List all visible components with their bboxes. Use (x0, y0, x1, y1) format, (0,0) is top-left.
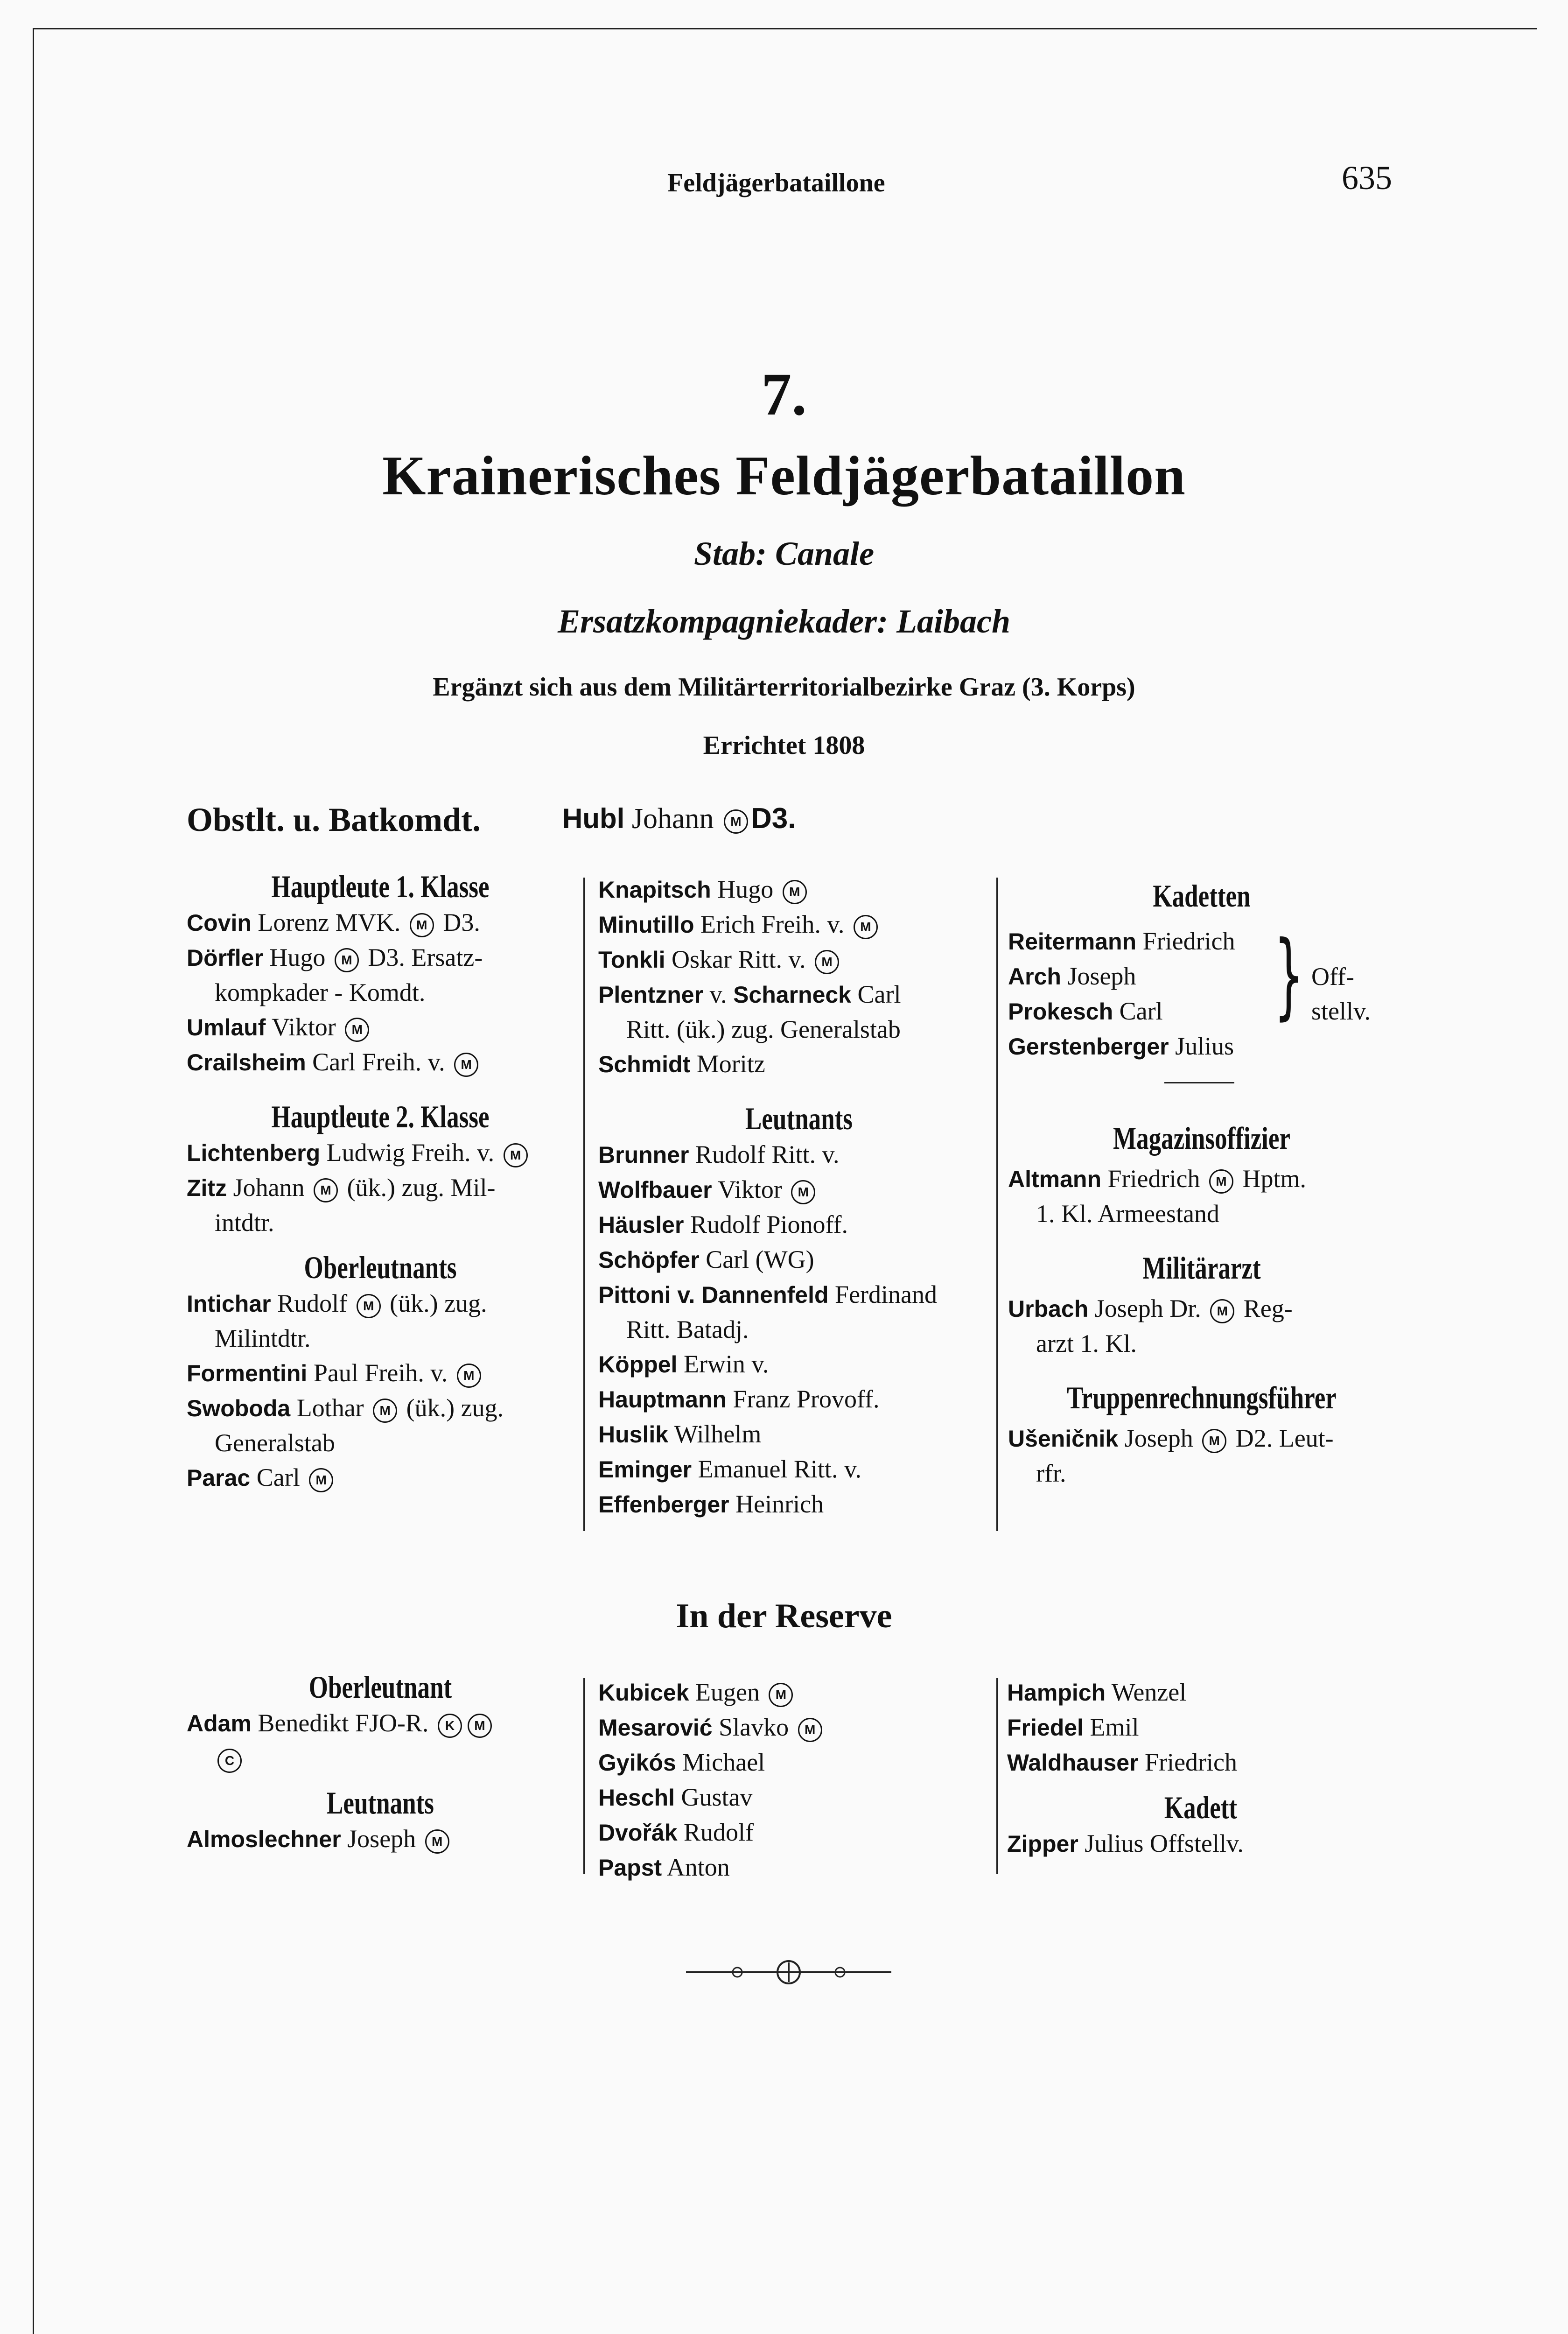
column-divider (583, 1678, 585, 1874)
surname: Brunner (598, 1142, 689, 1168)
list-item (187, 940, 574, 975)
list-item (598, 1780, 986, 1815)
text-fragment: stellv. (1311, 997, 1371, 1025)
text-fragment: Paul Freih. v. (313, 1359, 448, 1387)
text-fragment: Offstellv. (1149, 1829, 1244, 1857)
surname: Crailsheim (187, 1049, 306, 1076)
text-fragment: Rudolf Ritt. v. (695, 1140, 840, 1168)
m-mark-icon: M (314, 1178, 338, 1202)
list-item: Generalstab (215, 1429, 335, 1457)
text-fragment: Wenzel (1111, 1678, 1187, 1706)
text-fragment: Eugen (695, 1678, 760, 1706)
list-item (598, 1047, 1000, 1082)
list-item (187, 1010, 574, 1045)
list-item (187, 1286, 574, 1321)
text-fragment: Emil (1090, 1713, 1139, 1741)
section-title: Oberleutnant (308, 1669, 452, 1705)
surname: Schmidt (598, 1051, 691, 1077)
m-mark-icon: M (854, 915, 878, 939)
m-mark-icon: M (791, 1180, 815, 1204)
kadetten-note (1311, 959, 1371, 1028)
list-item (598, 907, 1000, 942)
list-item (187, 1135, 574, 1170)
m-mark-icon: M (468, 1714, 492, 1738)
column-divider (583, 878, 585, 1531)
commander-name (562, 802, 796, 836)
list-item: Ritt. (ük.) zug. Generalstab (626, 1015, 901, 1043)
m-mark-icon: M (309, 1468, 333, 1492)
text-fragment: Ludwig Freih. v. (326, 1139, 495, 1167)
list-item (598, 1815, 986, 1850)
text-fragment (598, 1082, 1000, 1100)
column-divider (996, 878, 998, 1531)
list-item (1008, 924, 1395, 959)
text-fragment (187, 1080, 574, 1098)
text-fragment: Friedrich (1145, 1748, 1237, 1776)
surname: Gerstenberger (1008, 1033, 1169, 1060)
text-fragment: D3. Ersatz- (368, 943, 483, 971)
m-mark-icon: M (783, 880, 807, 904)
list-item (598, 977, 1000, 1012)
text-fragment: Ferdinand (835, 1280, 937, 1308)
commander-title: Obstlt. u. Batkomdt. (187, 801, 481, 838)
text-fragment: D3. (750, 802, 796, 835)
surname: Plentzner (598, 982, 704, 1008)
text-fragment: (ük.) zug. (406, 1394, 504, 1422)
m-mark-icon: M (335, 948, 359, 972)
text-fragment: Joseph (1124, 1424, 1193, 1452)
text-fragment: Viktor (718, 1175, 782, 1203)
page-number: 635 (1342, 159, 1392, 197)
text-fragment: Johann (233, 1174, 305, 1202)
list-item (1008, 1029, 1395, 1064)
m-mark-icon: M (345, 1018, 369, 1042)
text-fragment (1008, 1416, 1395, 1421)
stab-line: Stab: Canale (693, 535, 875, 572)
text-fragment: Hugo (717, 875, 774, 903)
reserve-title: In der Reserve (676, 1597, 892, 1635)
m-mark-icon: M (815, 950, 839, 974)
text-fragment (1008, 1064, 1395, 1120)
text-fragment: Hptm. (1242, 1165, 1306, 1193)
column-1 (187, 868, 574, 1495)
text-fragment: (ük.) zug. (390, 1289, 487, 1317)
m-mark-icon: M (1202, 1429, 1226, 1453)
text-fragment (187, 1240, 574, 1249)
section-title: Militärarzt (1142, 1250, 1261, 1286)
errichtet-line: Errichtet 1808 (703, 731, 865, 760)
section-title: Leutnants (745, 1101, 853, 1136)
section-title: Magazinsoffizier (1113, 1120, 1290, 1156)
list-item (187, 1821, 574, 1856)
text-fragment: Joseph (1067, 962, 1136, 990)
surname: Zipper (1007, 1831, 1078, 1857)
reserve-column-1 (187, 1669, 574, 1856)
text-fragment: Carl (857, 980, 901, 1008)
list-item: rfr. (1036, 1459, 1066, 1487)
text-fragment: Carl Freih. v. (312, 1048, 445, 1076)
list-item (598, 1382, 1000, 1417)
surname: Friedel (1007, 1715, 1084, 1741)
surname: Heschl (598, 1785, 675, 1811)
text-fragment: Carl (1119, 997, 1163, 1025)
surname: Altmann (1008, 1166, 1101, 1192)
text-fragment: Gustav (681, 1783, 753, 1811)
list-item (187, 905, 574, 940)
ornament-divider-icon (686, 1956, 891, 1989)
text-fragment (1008, 1361, 1395, 1379)
text-fragment: (ük.) zug. Mil- (347, 1174, 496, 1202)
list-item (598, 1850, 986, 1885)
section-title: Hauptleute 2. Klasse (271, 1099, 490, 1134)
ersatz-line: Ersatzkompagniekader: Laibach (557, 603, 1011, 640)
m-mark-icon: M (504, 1143, 528, 1167)
list-item (1007, 1710, 1394, 1745)
list-item (598, 1452, 1000, 1487)
list-item (598, 1207, 1000, 1242)
text-fragment: Rudolf (684, 1818, 754, 1846)
surname: Adam (187, 1710, 252, 1736)
list-item: kompkader - Komdt. (215, 978, 426, 1006)
reserve-column-2 (598, 1675, 986, 1885)
m-mark-icon: M (1209, 1169, 1233, 1194)
m-mark-icon: M (457, 1364, 481, 1388)
m-mark-icon: M (769, 1683, 793, 1707)
running-title: Feldjägerbataillone (667, 169, 885, 197)
list-item (1007, 1826, 1394, 1861)
text-fragment: Off- (1311, 963, 1354, 991)
text-fragment: Erwin v. (683, 1350, 769, 1378)
text-fragment: Carl (WG) (706, 1245, 814, 1273)
text-fragment (1008, 1287, 1395, 1291)
text-fragment: Anton (666, 1853, 730, 1881)
list-item (187, 1170, 574, 1205)
section-title: Hauptleute 1. Klasse (271, 869, 490, 904)
list-item (598, 1417, 1000, 1452)
reserve-column-3 (1007, 1675, 1394, 1861)
surname: Köppel (598, 1351, 678, 1378)
surname: Dvořák (598, 1820, 678, 1846)
text-fragment: Lorenz MVK. (258, 908, 401, 936)
surname: Hauptmann (598, 1386, 727, 1413)
surname: Covin (187, 910, 252, 936)
text-fragment: Johann (631, 803, 714, 835)
list-item (598, 1277, 1000, 1312)
list-item (187, 1706, 574, 1741)
list-item (187, 1741, 574, 1775)
list-item: Ritt. Batadj. (626, 1315, 749, 1343)
text-fragment: Reg- (1243, 1294, 1293, 1322)
section-title: Truppenrechnungsführer (1067, 1380, 1337, 1415)
list-item (598, 1675, 986, 1710)
list-item (187, 1356, 574, 1391)
text-fragment: Viktor (272, 1013, 336, 1041)
k-mark-icon: K (438, 1714, 462, 1738)
text-fragment: Hugo (269, 943, 326, 971)
list-item (187, 1460, 574, 1495)
text-fragment: Carl (256, 1463, 300, 1491)
surname: Pittoni v. Dannenfeld (598, 1282, 829, 1308)
surname: Eminger (598, 1456, 692, 1483)
m-mark-icon: M (798, 1718, 822, 1742)
list-item: 1. Kl. Armeestand (1036, 1200, 1219, 1228)
surname: Reitermann (1008, 928, 1137, 955)
list-item (1008, 1421, 1395, 1456)
surname: Parac (187, 1465, 251, 1491)
m-mark-icon: M (425, 1829, 449, 1854)
text-fragment: Emanuel Ritt. v. (698, 1455, 862, 1483)
surname: Gyikós (598, 1750, 676, 1776)
surname: Swoboda (187, 1395, 291, 1421)
list-item (598, 1172, 1000, 1207)
surname: Knapitsch (598, 877, 711, 903)
surname: Dörfler (187, 945, 263, 971)
m-mark-icon: M (1210, 1299, 1234, 1323)
list-item (187, 1391, 574, 1426)
surname: Arch (1008, 963, 1061, 990)
text-fragment: Friedrich (1142, 927, 1235, 955)
text-fragment: Franz Provoff. (733, 1385, 880, 1413)
m-mark-icon: M (357, 1294, 381, 1318)
text-fragment (187, 1775, 574, 1785)
section-title: Oberleutnants (304, 1250, 457, 1285)
list-item (598, 1347, 1000, 1382)
surname: Minutillo (598, 912, 694, 938)
list-item (598, 1745, 986, 1780)
list-item (598, 1710, 986, 1745)
text-fragment (1008, 1231, 1395, 1250)
text-fragment: Moritz (696, 1050, 765, 1078)
text-fragment: Joseph Dr. (1094, 1294, 1201, 1322)
m-mark-icon: M (724, 809, 748, 834)
text-fragment (1008, 1157, 1395, 1161)
surname: Effenberger (598, 1491, 729, 1518)
list-item (1008, 1291, 1395, 1326)
list-item (598, 1242, 1000, 1277)
text-fragment: Lothar (296, 1394, 364, 1422)
surname: Intichar (187, 1291, 271, 1317)
list-item: intdtr. (215, 1209, 274, 1237)
m-mark-icon: M (454, 1053, 478, 1077)
surname: Urbach (1008, 1296, 1089, 1322)
text-fragment: Heinrich (735, 1490, 824, 1518)
section-title: Kadett (1164, 1790, 1238, 1825)
m-mark-icon: M (373, 1399, 397, 1423)
list-item (1007, 1745, 1394, 1780)
text-fragment: Julius (1085, 1829, 1144, 1857)
text-fragment: v. (709, 980, 727, 1008)
list-item (598, 942, 1000, 977)
unit-number: 7. (761, 361, 807, 428)
list-item: Milintdtr. (215, 1324, 311, 1352)
list-item: arzt 1. Kl. (1036, 1329, 1137, 1357)
list-item (1007, 1675, 1394, 1710)
surname: Formentini (187, 1360, 308, 1386)
surname: Hampich (1007, 1680, 1106, 1706)
surname: Waldhauser (1007, 1750, 1139, 1776)
surname: Lichtenberg (187, 1140, 321, 1166)
text-fragment: Joseph (347, 1825, 416, 1853)
text-fragment: Rudolf Pionoff. (690, 1210, 848, 1238)
unit-name: Krainerisches Feldjägerbataillon (382, 444, 1186, 506)
surname: Häusler (598, 1212, 684, 1238)
surname: Almoslechner (187, 1826, 341, 1852)
list-item (598, 872, 1000, 907)
surname: Tonkli (598, 947, 665, 973)
section-title: Leutnants (327, 1785, 434, 1821)
text-fragment: Hubl (562, 803, 625, 834)
text-fragment (1007, 1780, 1394, 1789)
surname: Huslik (598, 1421, 669, 1448)
list-item (598, 1137, 1000, 1172)
text-fragment: Slavko (719, 1713, 789, 1741)
ergaenzt-line: Ergänzt sich aus dem Militärterritorialbezirke Graz (3. Korps) (433, 673, 1135, 702)
surname: Schöpfer (598, 1247, 700, 1273)
text-fragment: Rudolf (277, 1289, 348, 1317)
text-fragment: D3. (443, 908, 480, 936)
text-fragment: Erich Freih. v. (700, 910, 845, 938)
c-mark-icon: C (217, 1749, 242, 1773)
surname: Umlauf (187, 1014, 266, 1040)
text-fragment: D2. Leut- (1235, 1424, 1334, 1452)
surname: Mesarović (598, 1715, 713, 1741)
text-fragment: Wilhelm (674, 1420, 762, 1448)
surname: Prokesch (1008, 998, 1113, 1025)
section-title: Kadetten (1153, 878, 1251, 914)
list-item (187, 1045, 574, 1080)
text-fragment: Michael (682, 1748, 765, 1776)
brace-icon: } (1274, 921, 1304, 1030)
surname: Papst (598, 1855, 662, 1881)
surname: Wolfbauer (598, 1177, 712, 1203)
surname: Zitz (187, 1175, 227, 1201)
text-fragment: Julius (1175, 1032, 1234, 1060)
short-rule (1164, 1082, 1234, 1083)
list-item (1008, 1161, 1395, 1196)
column-2 (598, 872, 1000, 1522)
surname: Scharneck (733, 982, 851, 1008)
column-divider (996, 1678, 998, 1874)
text-fragment: Oskar Ritt. v. (672, 945, 806, 973)
surname: Ušeničnik (1008, 1426, 1119, 1452)
list-item (598, 1487, 1000, 1522)
text-fragment: Friedrich (1107, 1165, 1200, 1193)
m-mark-icon: M (410, 913, 434, 937)
text-fragment (1008, 914, 1395, 924)
text-fragment: Benedikt FJO-R. (258, 1709, 429, 1737)
surname: Kubicek (598, 1680, 689, 1706)
